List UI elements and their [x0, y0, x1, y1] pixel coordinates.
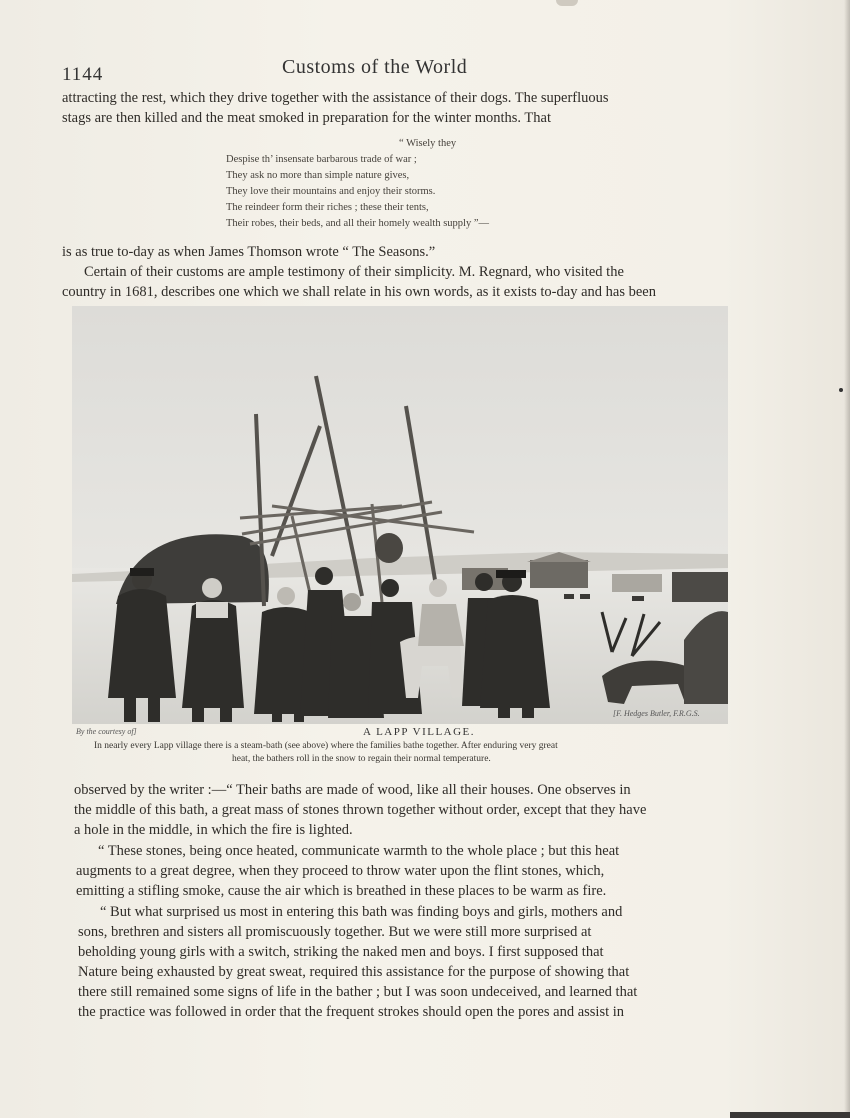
intro-paragraph — [62, 88, 609, 128]
poem-line: “ Wisely they — [399, 138, 457, 149]
text-line: country in 1681, describes one which we shall relate in his own words, as it exists to-day and has been — [62, 284, 656, 300]
poem-line: The reindeer form their riches ; these their tents, — [226, 202, 429, 213]
poem-line: Despise th’ insensate barbarous trade of war ; — [226, 154, 417, 165]
page-number: 1144 — [62, 64, 104, 85]
figure-caption — [94, 740, 558, 766]
text-line: attracting the rest, which they drive together with the assistance of their dogs. The superfluous — [62, 90, 609, 106]
caption-line: heat, the bathers roll in the snow to regain their normal temperature. — [232, 754, 491, 764]
poem-line: Their robes, their beds, and all their homely wealth supply ”— — [226, 218, 490, 229]
caption-line: In nearly every Lapp village there is a steam-bath (see above) where the families bathe together. After enduring very great — [94, 741, 558, 751]
running-title: Customs of the World — [282, 56, 468, 78]
text-line: augments to a great degree, when they proceed to throw water upon the flint stones, which, — [76, 863, 605, 879]
text-line: is as true to-day as when James Thomson wrote “ The Seasons.” — [62, 244, 436, 260]
text-line: sons, brethren and sisters all promiscuously together. But we were still more surprised at — [78, 924, 592, 940]
text-line: the middle of this bath, a great mass of stones thrown together without order, except that they have — [74, 802, 647, 818]
text-line: “ But what surprised us most in entering this bath was finding boys and girls, mothers and — [100, 904, 623, 920]
body-paragraph-2 — [76, 841, 619, 901]
text-line: the practice was followed in order that the frequent strokes should open the pores and assist in — [78, 1004, 625, 1020]
page-header — [62, 54, 722, 84]
text-line: emitting a stifling smoke, cause the air which is breathed in these places to be warm as fire. — [76, 883, 607, 899]
lapp-village-photograph — [72, 306, 728, 724]
text-line: stags are then killed and the meat smoked in preparation for the winter months. That — [62, 110, 551, 126]
bottom-edge-strip — [730, 1112, 850, 1118]
text-line: beholding young girls with a switch, striking the naked men and boys. I first supposed that — [78, 944, 604, 960]
text-line: a hole in the middle, in which the fire is lighted. — [74, 822, 353, 838]
text-line: “ These stones, being once heated, communicate warmth to the whole place ; but this heat — [98, 843, 620, 859]
figure-title: A LAPP VILLAGE. — [363, 726, 476, 738]
photo-image — [72, 306, 728, 724]
text-line: there still remained some signs of life in the bather ; but I was soon undeceived, and learned that — [78, 984, 638, 1000]
photo-credit-left: By the courtesy of] — [76, 727, 137, 736]
text-line: observed by the writer :—“ Their baths are made of wood, like all their houses. One observes in — [74, 782, 631, 798]
page-edge-shadow — [844, 0, 850, 1118]
photo-credit-right: [F. Hedges Butler, F.R.G.S. — [613, 709, 700, 718]
text-line: Nature being exhausted by great sweat, required this assistance for the purpose of showing that — [78, 964, 630, 980]
text-line: Certain of their customs are ample testimony of their simplicity. M. Regnard, who visited the — [84, 264, 624, 280]
poem-quotation — [226, 136, 489, 232]
body-paragraph-1 — [74, 780, 646, 840]
body-paragraph-3 — [78, 902, 637, 1022]
top-edge-mark — [556, 0, 578, 6]
margin-dot — [839, 388, 843, 392]
after-poem-paragraph — [62, 242, 656, 302]
poem-line: They ask no more than simple nature gives, — [226, 170, 410, 181]
poem-line: They love their mountains and enjoy their storms. — [226, 186, 436, 197]
